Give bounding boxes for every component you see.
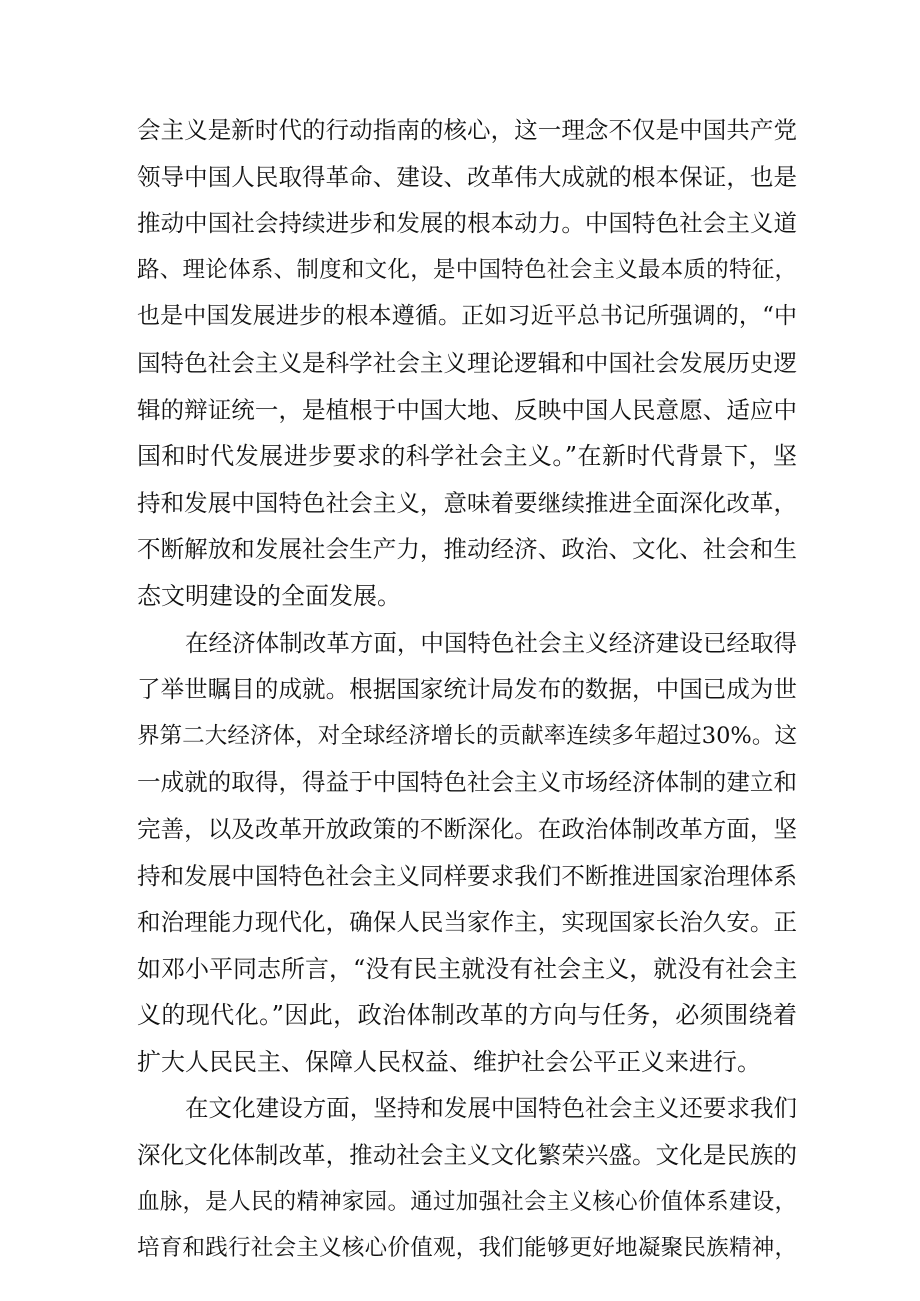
text-line: 推动中国社会持续进步和发展的根本动力。中国特色社会主义道	[137, 209, 797, 238]
text-line: 也是中国发展进步的根本遵循。正如习近平总书记所强调的，“中	[137, 303, 797, 330]
text-line: 完善，以及改革开放政策的不断深化。在政治体制改革方面，坚	[137, 814, 797, 843]
text-line: 在经济体制改革方面，中国特色社会主义经济建设已经取得	[185, 628, 797, 657]
body-text	[137, 107, 797, 1272]
text-line: 深化文化体制改革，推动社会主义文化繁荣兴盛。文化是民族的	[137, 1141, 797, 1170]
paragraph-1	[137, 107, 797, 620]
text-line: 辑的辩证统一，是植根于中国大地、反映中国人民意愿、适应中	[137, 395, 797, 424]
text-line: 如邓小平同志所言，“没有民主就没有社会主义，就没有社会主	[137, 954, 798, 983]
text-line: 路、理论体系、制度和文化，是中国特色社会主义最本质的特征，	[137, 256, 797, 283]
text-line: 持和发展中国特色社会主义同样要求我们不断推进国家治理体系	[137, 861, 797, 890]
text-line: 不断解放和发展社会生产力，推动经济、政治、文化、社会和生	[137, 535, 797, 564]
text-line: 会主义是新时代的行动指南的核心，这一理念不仅是中国共产党	[137, 116, 797, 144]
text-line: 界第二大经济体，对全球经济增长的贡献率连续多年超过30%。这	[137, 722, 797, 749]
paragraph-2	[137, 620, 797, 1086]
text-line: 在文化建设方面，坚持和发展中国特色社会主义还要求我们	[185, 1094, 797, 1123]
text-line: 培育和践行社会主义核心价值观，我们能够更好地凝聚民族精神，	[137, 1235, 797, 1262]
text-line: 国特色社会主义是科学社会主义理论逻辑和中国社会发展历史逻	[137, 348, 797, 377]
text-line: 扩大人民民主、保障人民权益、维护社会公平正义来进行。	[137, 1047, 761, 1076]
text-line: 一成就的取得，得益于中国特色社会主义市场经济体制的建立和	[137, 768, 797, 797]
text-line: 态文明建设的全面发展。	[137, 581, 401, 610]
text-line: 义的现代化。”因此，政治体制改革的方向与任务，必须围绕着	[137, 1001, 797, 1030]
text-line: 了举世瞩目的成就。根据国家统计局发布的数据，中国已成为世	[137, 675, 797, 704]
text-line: 国和时代发展进步要求的科学社会主义。”在新时代背景下，坚	[137, 442, 797, 471]
text-line: 领导中国人民取得革命、建设、改革伟大成就的根本保证，也是	[137, 162, 797, 191]
text-line: 血脉，是人民的精神家园。通过加强社会主义核心价值体系建设，	[137, 1188, 797, 1215]
text-line: 和治理能力现代化，确保人民当家作主，实现国家长治久安。正	[137, 908, 797, 937]
paragraph-3	[137, 1085, 797, 1271]
text-line: 持和发展中国特色社会主义，意味着要继续推进全面深化改革，	[137, 488, 797, 517]
